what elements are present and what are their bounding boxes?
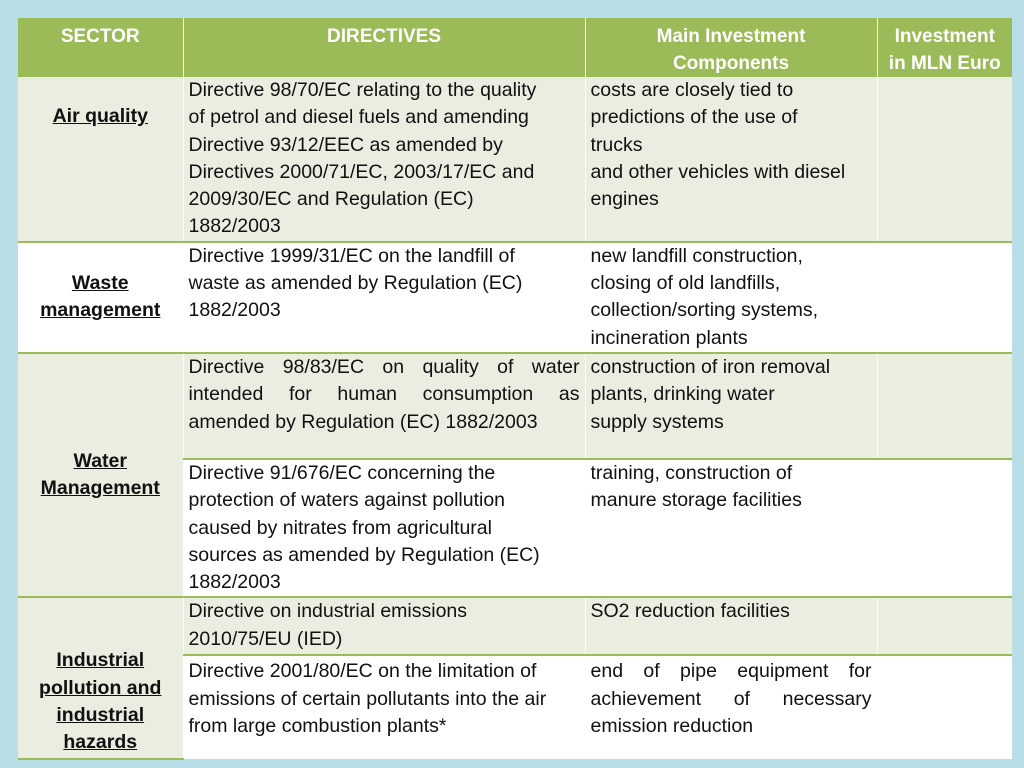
header-directives: DIRECTIVES [183,18,585,77]
investment-cell [877,459,1012,597]
directive-cell: Directive on industrial emissions 2010/75/EU (IED) [183,597,585,655]
directive-cell: Directive 2001/80/EC on the limitation of emissions of certain pollutants into the air from large combustion plants* [183,655,585,759]
table-frame [18,18,1012,756]
header-main-investment-components: Main Investment Components [585,18,877,77]
header-investment-mln-euro: Investment in MLN Euro [877,18,1012,77]
sector-industrial-pollution: Industrial pollution and industrial hazards [18,597,183,759]
table-row [18,77,1012,242]
components-cell: training, construction of manure storage facilities [585,459,877,597]
components-cell: end of pipe equipment for achievement of necessary emission reduction [585,655,877,759]
directive-cell: Directive 98/83/EC on quality of water intended for human consumption as amended by Regulation (EC) 1882/2003 [183,353,585,459]
directive-cell: Directive 91/676/EC concerning the protection of waters against pollution caused by nitrates from agricultural sources as amended by Regulation (EC) 1882/2003 [183,459,585,597]
header-row [18,18,1012,77]
sector-air-quality: Air quality [18,77,183,242]
investment-cell [877,242,1012,353]
directives-table [18,18,1012,760]
components-cell: SO2 reduction facilities [585,597,877,655]
table-row [18,242,1012,353]
components-cell: construction of iron removal plants, drinking water supply systems [585,353,877,459]
table-row [18,597,1012,655]
sector-waste-management: Waste management [18,242,183,353]
components-cell: costs are closely tied to predictions of the use of trucks and other vehicles with diesel engines [585,77,877,242]
investment-cell [877,77,1012,242]
directive-cell: Directive 98/70/EC relating to the quality of petrol and diesel fuels and amending Directive 93/12/EEC as amended by Directives 2000/71/EC, 2003/17/EC and 2009/30/EC and Regulation (EC) 1882/2003 [183,77,585,242]
investment-cell [877,655,1012,759]
header-sector: SECTOR [18,18,183,77]
table-row [18,353,1012,459]
components-cell: new landfill construction, closing of old landfills, collection/sorting systems, incineration plants [585,242,877,353]
investment-cell [877,597,1012,655]
investment-cell [877,353,1012,459]
directive-cell: Directive 1999/31/EC on the landfill of waste as amended by Regulation (EC) 1882/2003 [183,242,585,353]
sector-water-management: Water Management [18,353,183,597]
